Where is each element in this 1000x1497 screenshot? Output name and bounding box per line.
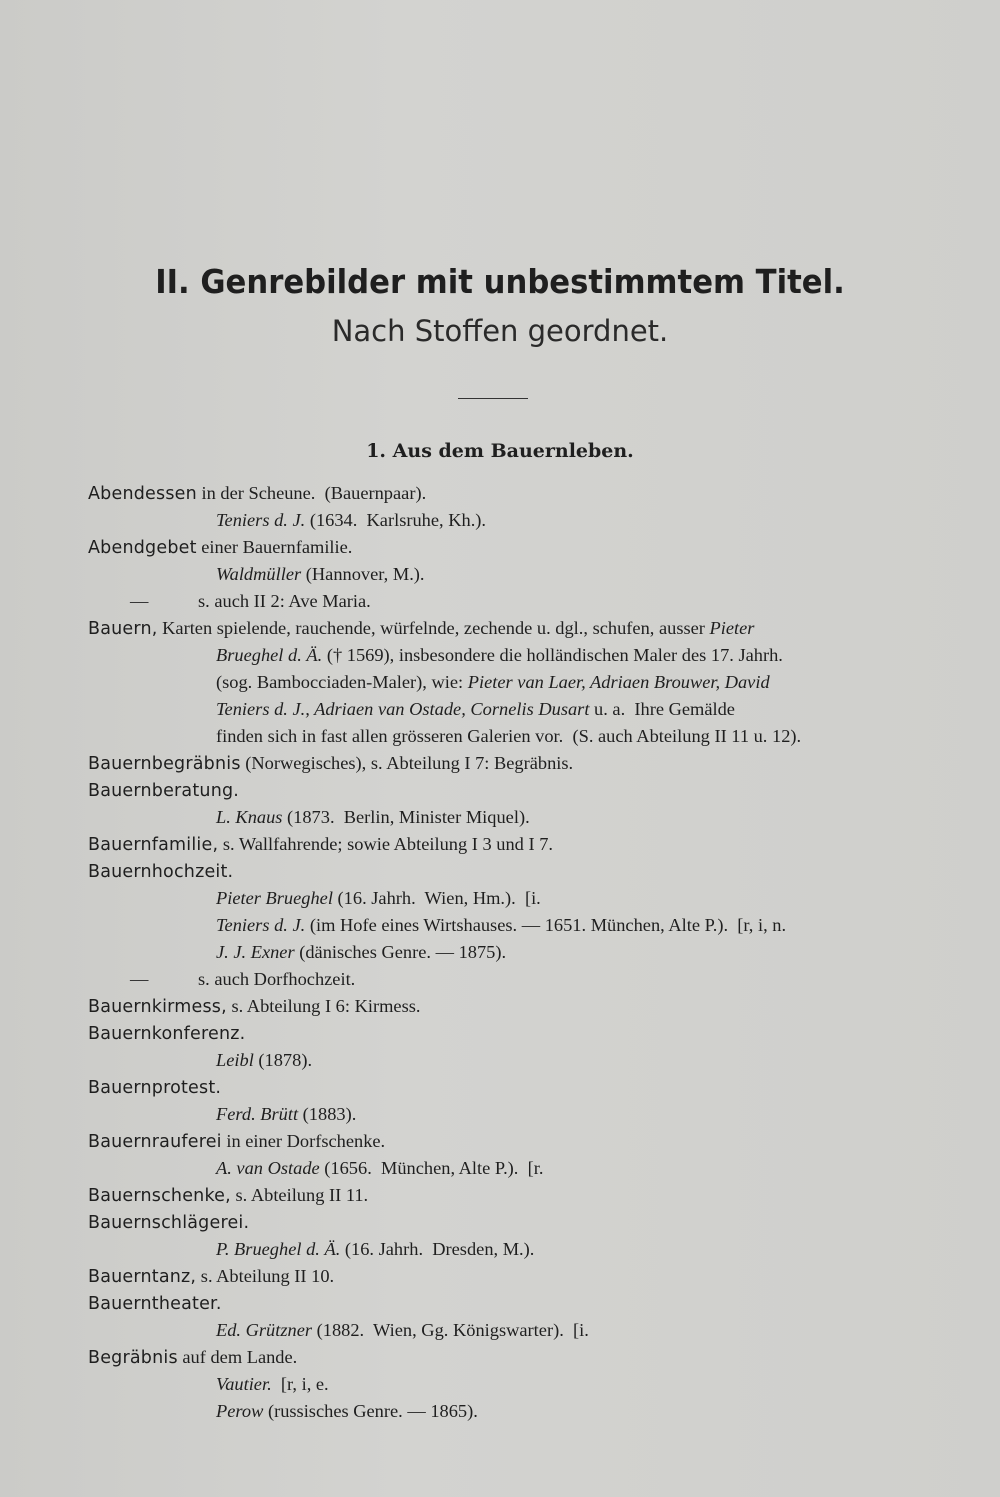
entry-keyword: Begräbnis: [88, 1348, 178, 1368]
entry-line: [88, 1101, 958, 1128]
entry-line: [88, 615, 958, 642]
entry-text: (im Hofe eines Wirtshauses. — 1651. München, Alte P.). [r, i, n.: [305, 915, 787, 935]
entry-line: [88, 1209, 958, 1236]
chapter-title: II. Genrebilder mit unbestimmtem Titel.: [155, 262, 845, 301]
artist-name: Teniers d. J.: [216, 510, 306, 530]
artist-name: Teniers d. J.: [216, 915, 306, 935]
entry-keyword: Bauernkonferenz.: [88, 1024, 246, 1044]
index-entries: [88, 480, 958, 1425]
chapter-subtitle: Nach Stoffen geordnet.: [331, 314, 669, 348]
entry-text: (1656. München, Alte P.). [r.: [319, 1158, 544, 1178]
entry-line: [88, 777, 958, 804]
entry-text: Karten spielende, rauchende, würfelnde, zechende u. dgl., schufen, ausser: [157, 618, 710, 638]
entry-line: [88, 723, 958, 750]
entry-text: s. Abteilung I 6: Kirmess.: [226, 996, 421, 1016]
entry-text: finden sich in fast allen grösseren Galerien vor. (S. auch Abteilung II 11 u. 12).: [216, 726, 802, 746]
entry-line: [88, 1236, 958, 1263]
entry-line: [88, 669, 958, 696]
entry-keyword: Bauerntheater.: [88, 1294, 222, 1314]
artist-name: Ferd. Brütt: [216, 1104, 299, 1124]
entry-text: [r, i, e.: [271, 1374, 329, 1394]
artist-name: Pieter Brueghel: [216, 888, 333, 908]
entry-line: [88, 507, 958, 534]
entry-text: einer Bauernfamilie.: [196, 537, 353, 557]
artist-name: P. Brueghel d. Ä.: [216, 1239, 341, 1259]
entry-text: (1878).: [253, 1050, 313, 1070]
section-heading: 1. Aus dem Bauernleben.: [366, 440, 634, 462]
entry-line: [88, 588, 958, 615]
entry-line: [88, 939, 958, 966]
entry-keyword: Bauernberatung.: [88, 781, 240, 801]
entry-text: s. Wallfahrende; sowie Abteilung I 3 und I 7.: [218, 834, 553, 854]
entry-keyword: Abendgebet: [88, 538, 197, 558]
entry-line: [88, 1398, 958, 1425]
entry-line: [88, 750, 958, 777]
entry-text: (16. Jahrh. Dresden, M.).: [340, 1239, 535, 1259]
entry-keyword: Bauernprotest.: [88, 1078, 222, 1098]
entry-text: auf dem Lande.: [177, 1347, 298, 1367]
artist-name: A. van Ostade: [216, 1158, 320, 1178]
entry-line: [88, 1290, 958, 1317]
entry-text: s. auch Dorfhochzeit.: [198, 969, 356, 989]
entry-line: [88, 480, 958, 507]
entry-line: [88, 1344, 958, 1371]
entry-line: [88, 831, 958, 858]
entry-line: [88, 804, 958, 831]
entry-line: [88, 561, 958, 588]
entry-text: u. a. Ihre Gemälde: [589, 699, 735, 719]
entry-text: (16. Jahrh. Wien, Hm.). [i.: [332, 888, 541, 908]
artist-name: Leibl: [216, 1050, 254, 1070]
entry-text: (sog. Bambocciaden-Maler), wie:: [216, 672, 468, 692]
artist-name: Brueghel d. Ä.: [216, 645, 323, 665]
artist-name: Waldmüller: [216, 564, 302, 584]
entry-line: [88, 642, 958, 669]
entry-line: [88, 1047, 958, 1074]
entry-text: (russisches Genre. — 1865).: [263, 1401, 478, 1421]
artist-name: Pieter van Laer, Adriaen Brouwer, David: [467, 672, 770, 692]
dash-marker: —: [130, 591, 149, 611]
entry-text: (dänisches Genre. — 1875).: [294, 942, 507, 962]
artist-name: J. J. Exner: [216, 942, 295, 962]
entry-text: (Norwegisches), s. Abteilung I 7: Begräbnis.: [240, 753, 574, 773]
entry-line: [88, 1020, 958, 1047]
entry-keyword: Bauerntanz,: [88, 1267, 197, 1287]
entry-line: [88, 1317, 958, 1344]
entry-keyword: Bauernkirmess,: [88, 997, 227, 1017]
entry-text: s. Abteilung II 11.: [230, 1185, 369, 1205]
artist-name: Perow: [216, 1401, 264, 1421]
entry-line: [88, 1263, 958, 1290]
entry-keyword: Bauernrauferei: [88, 1132, 222, 1152]
artist-name: Ed. Grützner: [216, 1320, 313, 1340]
entry-text: in der Scheune. (Bauernpaar).: [196, 483, 427, 503]
entry-keyword: Bauern,: [88, 619, 158, 639]
entry-text: in einer Dorfschenke.: [221, 1131, 386, 1151]
entry-line: [88, 1182, 958, 1209]
entry-text: († 1569), insbesondere die holländischen Maler des 17. Jahrh.: [322, 645, 783, 665]
entry-line: [88, 912, 958, 939]
entry-line: [88, 696, 958, 723]
artist-name: Pieter: [709, 618, 755, 638]
entry-text: s. Abteilung II 10.: [196, 1266, 335, 1286]
entry-line: [88, 1074, 958, 1101]
artist-name: Teniers d. J., Adriaen van Ostade, Cornelis Dusart: [216, 699, 590, 719]
artist-name: Vautier.: [216, 1374, 272, 1394]
divider-rule: [458, 398, 528, 399]
entry-keyword: Bauernfamilie,: [88, 835, 219, 855]
entry-line: [88, 993, 958, 1020]
entry-text: (1634. Karlsruhe, Kh.).: [305, 510, 487, 530]
entry-line: [88, 1128, 958, 1155]
entry-line: [88, 858, 958, 885]
entry-line: [88, 1371, 958, 1398]
entry-text: (1873. Berlin, Minister Miquel).: [282, 807, 530, 827]
artist-name: L. Knaus: [216, 807, 283, 827]
entry-keyword: Bauernbegräbnis: [88, 754, 241, 774]
entry-text: (1883).: [298, 1104, 357, 1124]
dash-marker: —: [130, 969, 149, 989]
entry-keyword: Bauernschenke,: [88, 1186, 231, 1206]
entry-line: [88, 1155, 958, 1182]
entry-text: (Hannover, M.).: [301, 564, 425, 584]
entry-keyword: Abendessen: [88, 484, 197, 504]
entry-line: [88, 534, 958, 561]
entry-text: s. auch II 2: Ave Maria.: [198, 591, 371, 611]
entry-keyword: Bauernschlägerei.: [88, 1213, 250, 1233]
entry-line: [88, 966, 958, 993]
entry-line: [88, 885, 958, 912]
entry-keyword: Bauernhochzeit.: [88, 862, 234, 882]
entry-text: (1882. Wien, Gg. Königswarter). [i.: [312, 1320, 589, 1340]
